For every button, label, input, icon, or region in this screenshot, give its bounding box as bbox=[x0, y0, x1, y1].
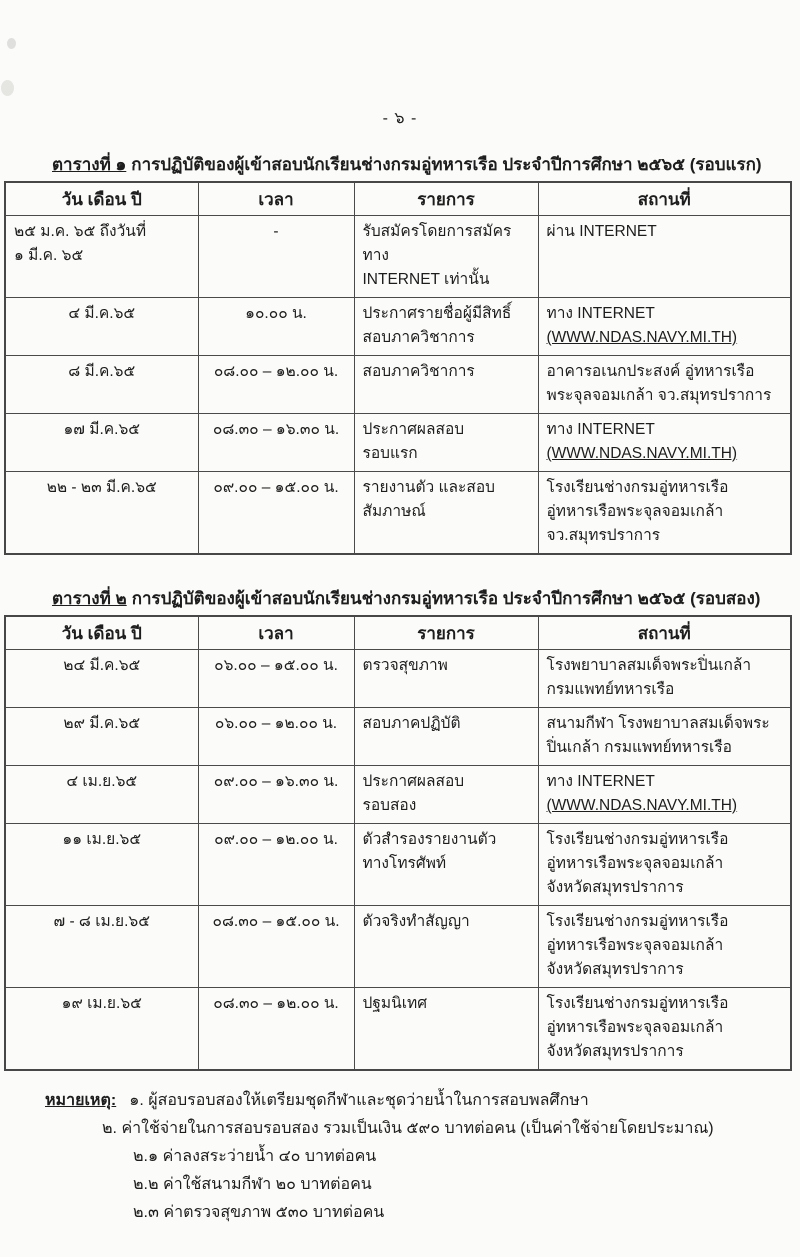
cell-line: ๐๖.๐๐ – ๑๕.๐๐ น. bbox=[214, 657, 338, 674]
cell-line: ๑๑ เม.ย.๖๕ bbox=[62, 831, 142, 848]
table-row bbox=[5, 824, 791, 906]
cell-item bbox=[354, 298, 538, 356]
cell-line: สนามกีฬา โรงพยาบาลสมเด็จพระ bbox=[546, 715, 770, 732]
cell-line: ๐๖.๐๐ – ๑๒.๐๐ น. bbox=[214, 715, 338, 732]
cell-place bbox=[538, 472, 791, 555]
cell-line: (WWW.NDAS.NAVY.MI.TH) bbox=[546, 797, 738, 814]
scan-artifact bbox=[1, 80, 14, 96]
cell-line: รอบแรก bbox=[362, 445, 418, 462]
cell-line: จังหวัดสมุทรปราการ bbox=[546, 879, 684, 896]
header-cell-time: เวลา bbox=[198, 616, 354, 650]
notes-label: หมายเหตุ: bbox=[45, 1092, 117, 1109]
cell-date bbox=[5, 766, 198, 824]
cell-line: ๒๔ มี.ค.๖๕ bbox=[63, 657, 141, 674]
cell-line: สอบภาควิชาการ bbox=[362, 329, 475, 346]
cell-line: ๐๙.๐๐ – ๑๕.๐๐ น. bbox=[213, 479, 339, 496]
notes-section bbox=[45, 1087, 800, 1227]
table1-title-prefix: ตารางที่ ๑ bbox=[52, 155, 127, 174]
cell-line: โรงเรียนช่างกรมอู่ทหารเรือ bbox=[546, 995, 729, 1012]
cell-line: ประกาศผลสอบ bbox=[362, 421, 465, 438]
cell-line: ๒๙ มี.ค.๖๕ bbox=[63, 715, 141, 732]
cell-item bbox=[354, 708, 538, 766]
cell-place bbox=[538, 766, 791, 824]
cell-line: อู่ทหารเรือพระจุลจอมเกล้า bbox=[546, 503, 724, 520]
cell-line: ๑ มี.ค. ๖๕ bbox=[14, 247, 84, 264]
cell-line: ๐๘.๓๐ – ๑๒.๐๐ น. bbox=[213, 995, 339, 1012]
cell-place bbox=[538, 906, 791, 988]
cell-line: (WWW.NDAS.NAVY.MI.TH) bbox=[546, 329, 738, 346]
cell-time bbox=[198, 708, 354, 766]
cell-line: ๔ มี.ค.๖๕ bbox=[68, 305, 136, 322]
header-cell-time: เวลา bbox=[198, 182, 354, 216]
cell-line: ทาง INTERNET bbox=[546, 421, 655, 438]
cell-line: รายงานตัว และสอบ bbox=[362, 479, 495, 496]
cell-line: ๐๙.๐๐ – ๑๒.๐๐ น. bbox=[214, 831, 338, 848]
cell-line: ๗ - ๘ เม.ย.๖๕ bbox=[53, 913, 150, 930]
cell-line: ตรวจสุขภาพ bbox=[362, 657, 448, 674]
cell-line: ๐๘.๓๐ – ๑๕.๐๐ น. bbox=[212, 913, 340, 930]
table2-title-prefix: ตารางที่ ๒ bbox=[52, 589, 127, 608]
cell-time bbox=[198, 650, 354, 708]
cell-line: ตัวจริงทำสัญญา bbox=[362, 913, 470, 930]
cell-time bbox=[198, 824, 354, 906]
cell-line: อู่ทหารเรือพระจุลจอมเกล้า bbox=[546, 937, 724, 954]
cell-time bbox=[198, 472, 354, 555]
cell-line: ๒๒ - ๒๓ มี.ค.๖๕ bbox=[46, 479, 157, 496]
cell-place bbox=[538, 650, 791, 708]
cell-place bbox=[538, 298, 791, 356]
table1-title-text: การปฏิบัติของผู้เข้าสอบนักเรียนช่างกรมอู่ทหารเรือ ประจำปีการศึกษา ๒๕๖๕ (รอบแรก) bbox=[131, 155, 762, 174]
table-row bbox=[5, 650, 791, 708]
cell-line: ๑๙ เม.ย.๖๕ bbox=[61, 995, 142, 1012]
cell-line: โรงพยาบาลสมเด็จพระปิ่นเกล้า bbox=[546, 657, 752, 674]
table1-title bbox=[52, 151, 800, 178]
cell-line: ทางโทรศัพท์ bbox=[362, 855, 447, 872]
cell-line: ๐๙.๐๐ – ๑๖.๓๐ น. bbox=[213, 773, 339, 790]
cell-line: ๑๗ มี.ค.๖๕ bbox=[63, 421, 141, 438]
header-cell-date: วัน เดือน ปี bbox=[5, 616, 198, 650]
cell-line: ปฐมนิเทศ bbox=[362, 995, 428, 1012]
cell-line: อู่ทหารเรือพระจุลจอมเกล้า bbox=[546, 855, 724, 872]
table-row bbox=[5, 356, 791, 414]
header-cell-date: วัน เดือน ปี bbox=[5, 182, 198, 216]
table2-title bbox=[52, 585, 800, 612]
cell-line: ประกาศรายชื่อผู้มีสิทธิ์ bbox=[362, 305, 512, 322]
table-row bbox=[5, 414, 791, 472]
table-row bbox=[5, 216, 791, 298]
cell-item bbox=[354, 356, 538, 414]
note-item: ๑. ผู้สอบรอบสองให้เตรียมชุดกีฬาและชุดว่ายน้ำในการสอบพลศึกษา bbox=[129, 1092, 589, 1109]
scan-artifact bbox=[7, 38, 16, 49]
cell-line: ทาง INTERNET bbox=[546, 773, 655, 790]
note-item: ๒. ค่าใช้จ่ายในการสอบรอบสอง รวมเป็นเงิน ๕๙๐ บาทต่อคน (เป็นค่าใช้จ่ายโดยประมาณ) bbox=[102, 1120, 714, 1137]
cell-line: ๐๘.๓๐ – ๑๖.๓๐ น. bbox=[212, 421, 340, 438]
cell-item bbox=[354, 472, 538, 555]
cell-item bbox=[354, 414, 538, 472]
cell-date bbox=[5, 906, 198, 988]
cell-date bbox=[5, 472, 198, 555]
cell-line: ๘ มี.ค.๖๕ bbox=[68, 363, 136, 380]
cell-line: โรงเรียนช่างกรมอู่ทหารเรือ bbox=[546, 913, 729, 930]
cell-time bbox=[198, 356, 354, 414]
cell-line: รับสมัครโดยการสมัครทาง bbox=[362, 223, 512, 264]
header-cell-item: รายการ bbox=[354, 182, 538, 216]
note-item: ๒.๒ ค่าใช้สนามกีฬา ๒๐ บาทต่อคน bbox=[133, 1176, 372, 1193]
cell-line: INTERNET เท่านั้น bbox=[362, 271, 490, 288]
cell-place bbox=[538, 824, 791, 906]
cell-line: สอบภาควิชาการ bbox=[362, 363, 475, 380]
schedule-table-round2 bbox=[4, 615, 792, 1071]
cell-time bbox=[198, 298, 354, 356]
cell-date bbox=[5, 824, 198, 906]
table-row bbox=[5, 298, 791, 356]
cell-line: จังหวัดสมุทรปราการ bbox=[546, 961, 684, 978]
cell-time bbox=[198, 988, 354, 1071]
cell-line: ปิ่นเกล้า กรมแพทย์ทหารเรือ bbox=[546, 739, 732, 756]
cell-place bbox=[538, 356, 791, 414]
cell-place bbox=[538, 988, 791, 1071]
header-cell-place: สถานที่ bbox=[538, 616, 791, 650]
cell-time bbox=[198, 216, 354, 298]
table-row bbox=[5, 708, 791, 766]
cell-line: สัมภาษณ์ bbox=[362, 503, 426, 520]
cell-line: จังหวัดสมุทรปราการ bbox=[546, 1043, 684, 1060]
header-cell-item: รายการ bbox=[354, 616, 538, 650]
cell-date bbox=[5, 216, 198, 298]
cell-item bbox=[354, 766, 538, 824]
cell-line: โรงเรียนช่างกรมอู่ทหารเรือ bbox=[546, 479, 729, 496]
cell-place bbox=[538, 216, 791, 298]
cell-line: ทาง INTERNET bbox=[546, 305, 655, 322]
cell-line: (WWW.NDAS.NAVY.MI.TH) bbox=[546, 445, 738, 462]
note-item: ๒.๑ ค่าลงสระว่ายน้ำ ๔๐ บาทต่อคน bbox=[133, 1148, 377, 1165]
cell-line: ตัวสำรองรายงานตัว bbox=[362, 831, 497, 848]
cell-line: จว.สมุทรปราการ bbox=[546, 527, 661, 544]
cell-time bbox=[198, 766, 354, 824]
cell-date bbox=[5, 298, 198, 356]
cell-line: ๐๘.๐๐ – ๑๒.๐๐ น. bbox=[213, 363, 339, 380]
cell-line: ๒๕ ม.ค. ๖๕ ถึงวันที่ bbox=[14, 223, 147, 240]
table-row bbox=[5, 906, 791, 988]
cell-date bbox=[5, 988, 198, 1071]
cell-date bbox=[5, 356, 198, 414]
note-item: ๒.๓ ค่าตรวจสุขภาพ ๕๓๐ บาทต่อคน bbox=[133, 1204, 385, 1221]
cell-line: ประกาศผลสอบ bbox=[362, 773, 465, 790]
cell-line: - bbox=[273, 223, 279, 240]
header-cell-place: สถานที่ bbox=[538, 182, 791, 216]
table-row bbox=[5, 766, 791, 824]
cell-date bbox=[5, 650, 198, 708]
note-line bbox=[45, 1087, 800, 1115]
cell-line: ๔ เม.ย.๖๕ bbox=[66, 773, 138, 790]
cell-line: ๑๐.๐๐ น. bbox=[245, 305, 307, 322]
page-number: - ๖ - bbox=[382, 110, 418, 127]
cell-line: รอบสอง bbox=[362, 797, 417, 814]
cell-time bbox=[198, 414, 354, 472]
table-row bbox=[5, 472, 791, 555]
table-header-row bbox=[5, 182, 791, 216]
table2-title-text: การปฏิบัติของผู้เข้าสอบนักเรียนช่างกรมอู่ทหารเรือ ประจำปีการศึกษา ๒๕๖๕ (รอบสอง) bbox=[131, 589, 761, 608]
cell-line: กรมแพทย์ทหารเรือ bbox=[546, 681, 675, 698]
cell-item bbox=[354, 906, 538, 988]
table-header-row bbox=[5, 616, 791, 650]
cell-item bbox=[354, 650, 538, 708]
cell-item bbox=[354, 988, 538, 1071]
table-row bbox=[5, 988, 791, 1071]
cell-time bbox=[198, 906, 354, 988]
cell-line: โรงเรียนช่างกรมอู่ทหารเรือ bbox=[546, 831, 729, 848]
schedule-table-round1 bbox=[4, 181, 792, 555]
cell-item bbox=[354, 216, 538, 298]
cell-item bbox=[354, 824, 538, 906]
cell-line: อาคารอเนกประสงค์ อู่ทหารเรือ bbox=[546, 363, 755, 380]
cell-date bbox=[5, 414, 198, 472]
cell-place bbox=[538, 414, 791, 472]
cell-date bbox=[5, 708, 198, 766]
cell-line: สอบภาคปฏิบัติ bbox=[362, 715, 461, 732]
cell-line: ผ่าน INTERNET bbox=[546, 223, 657, 240]
cell-place bbox=[538, 708, 791, 766]
cell-line: อู่ทหารเรือพระจุลจอมเกล้า bbox=[546, 1019, 724, 1036]
cell-line: พระจุลจอมเกล้า จว.สมุทรปราการ bbox=[546, 387, 772, 404]
